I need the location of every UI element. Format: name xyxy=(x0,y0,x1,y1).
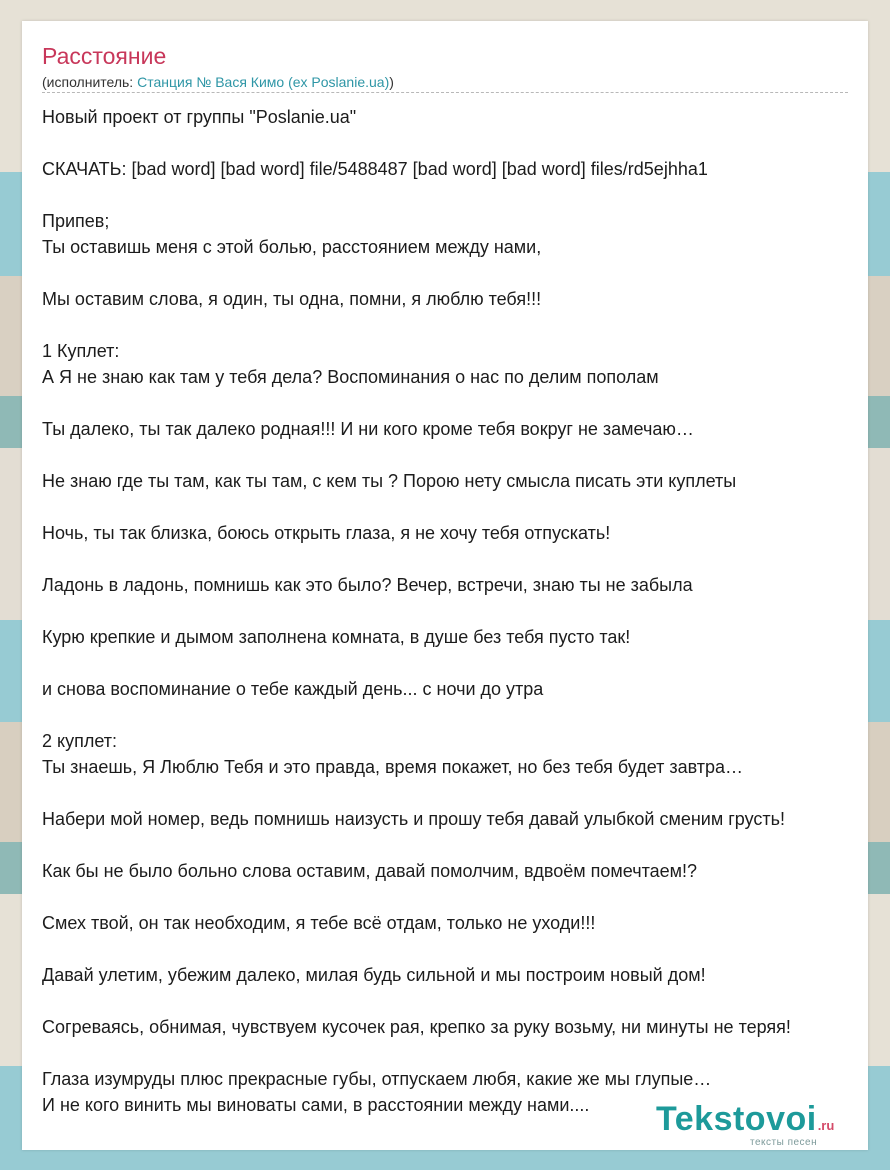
lyric-line: Припев; xyxy=(42,211,110,231)
lyric-spacer xyxy=(42,884,890,910)
lyric-spacer xyxy=(42,832,890,858)
lyric-line: Не знаю где ты там, как ты там, с кем ты ? Порою нету смысла писать эти куплеты xyxy=(42,471,737,491)
lyric-line: Давай улетим, убежим далеко, милая будь сильной и мы построим новый дом! xyxy=(42,965,706,985)
lyric-line: Новый проект от группы "Poslanie.ua" xyxy=(42,107,357,127)
lyric-line: 1 Куплет: xyxy=(42,341,120,361)
lyric-spacer xyxy=(42,936,890,962)
lyric-line: Согреваясь, обнимая, чувствуем кусочек рая, крепко за руку возьму, ни минуты не теряя! xyxy=(42,1017,791,1037)
lyric-spacer xyxy=(42,988,890,1014)
lyric-line: А Я не знаю как там у тебя дела? Воспоминания о нас по делим пополам xyxy=(42,367,659,387)
artist-link[interactable]: Станция № Вася Кимо (ex Poslanie.ua) xyxy=(137,74,390,90)
lyric-line: Ты знаешь, Я Люблю Тебя и это правда, время покажет, но без тебя будет завтра… xyxy=(42,757,744,777)
lyric-line: Курю крепкие и дымом заполнена комната, в душе без тебя пусто так! xyxy=(42,627,631,647)
lyric-line: и снова воспоминание о тебе каждый день... с ночи до утра xyxy=(42,679,544,699)
artist-suffix: ) xyxy=(389,74,394,90)
lyric-spacer xyxy=(42,1040,890,1066)
lyric-line: Глаза изумруды плюс прекрасные губы, отпускаем любя, какие же мы глупые… xyxy=(42,1069,712,1089)
artist-line xyxy=(42,74,394,90)
lyric-line: СКАЧАТЬ: [bad word] [bad word] file/5488487 [bad word] [bad word] files/rd5ejhha1 xyxy=(42,159,708,179)
lyric-spacer xyxy=(42,182,890,208)
lyric-line: Как бы не было больно слова оставим, давай помолчим, вдвоём помечтаем!? xyxy=(42,861,698,881)
lyric-spacer xyxy=(42,260,890,286)
title-divider xyxy=(42,92,848,93)
lyric-spacer xyxy=(42,312,890,338)
logo-tld: .ru xyxy=(817,1118,835,1133)
lyric-line: Ладонь в ладонь, помнишь как это было? Вечер, встречи, знаю ты не забыла xyxy=(42,575,693,595)
lyric-spacer xyxy=(42,780,890,806)
logo-wordmark: Tekstovoi xyxy=(656,1100,817,1138)
lyric-line: И не кого винить мы виноваты сами, в расстоянии между нами.... xyxy=(42,1095,590,1115)
lyric-spacer xyxy=(42,442,890,468)
lyric-line: Ночь, ты так близка, боюсь открыть глаза, я не хочу тебя отпускать! xyxy=(42,523,611,543)
lyric-line: Набери мой номер, ведь помнишь наизусть и прошу тебя давай улыбкой сменим грусть! xyxy=(42,809,786,829)
lyric-line: Ты далеко, ты так далеко родная!!! И ни кого кроме тебя вокруг не замечаю… xyxy=(42,419,694,439)
lyric-spacer xyxy=(42,130,890,156)
lyric-line: Мы оставим слова, я один, ты одна, помни, я люблю тебя!!! xyxy=(42,289,542,309)
lyric-line: 2 куплет: xyxy=(42,731,117,751)
lyric-spacer xyxy=(42,702,890,728)
logo-tagline: тексты песен xyxy=(750,1137,818,1148)
lyric-spacer xyxy=(42,546,890,572)
lyric-spacer xyxy=(42,650,890,676)
site-logo[interactable] xyxy=(656,1100,835,1148)
lyric-spacer xyxy=(42,494,890,520)
song-title: Расстояние xyxy=(42,43,167,69)
lyrics-body xyxy=(42,104,890,1118)
lyric-line: Смех твой, он так необходим, я тебе всё отдам, только не уходи!!! xyxy=(42,913,596,933)
lyric-spacer xyxy=(42,598,890,624)
artist-prefix: (исполнитель: xyxy=(42,74,138,90)
lyric-line: Ты оставишь меня с этой болью, расстоянием между нами, xyxy=(42,237,542,257)
lyric-spacer xyxy=(42,390,890,416)
